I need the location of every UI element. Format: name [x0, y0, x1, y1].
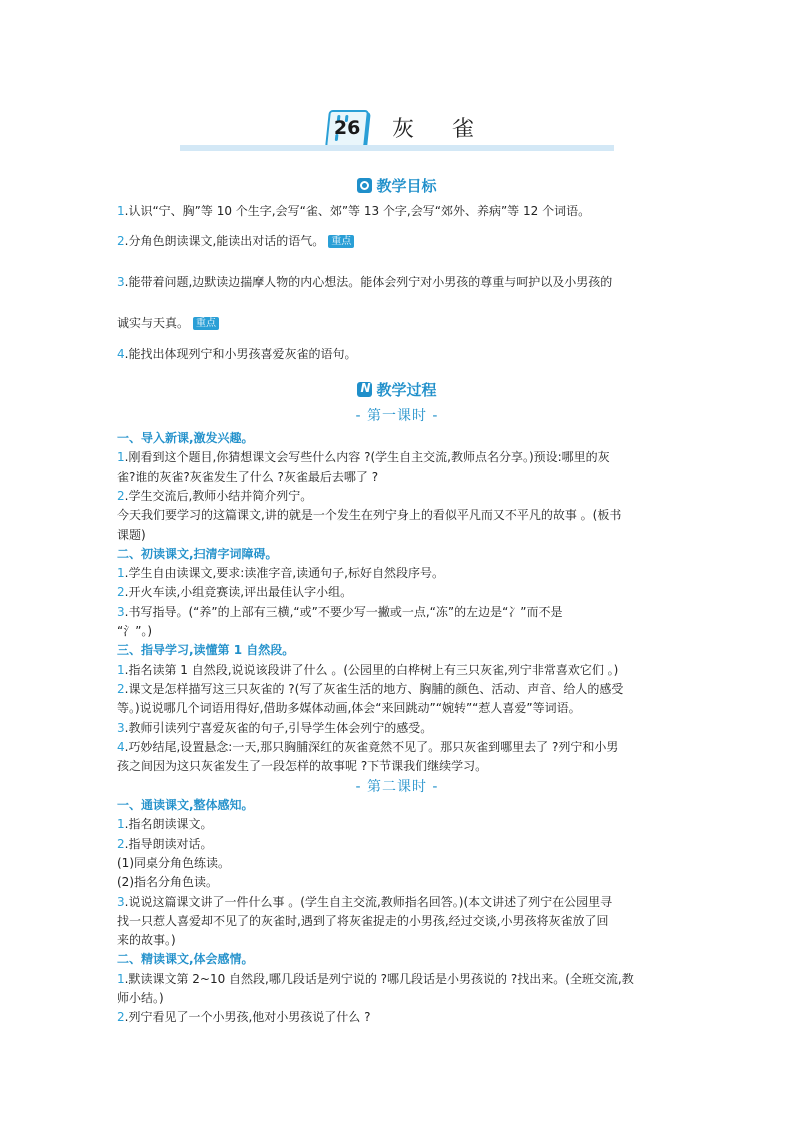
text-line: [117, 449, 610, 465]
lesson2-heading: - 第二课时 -: [355, 779, 439, 795]
line-text: 课题): [117, 527, 146, 542]
objectives-heading: 教学目标: [0, 175, 794, 196]
line-text: 二、精读课文,体会感情。: [117, 952, 254, 967]
line-text: 一、通读课文,整体感知。: [117, 798, 254, 812]
text-line: [117, 507, 621, 523]
text-line: [117, 990, 164, 1006]
text-line: [117, 488, 312, 504]
process-icon: [357, 382, 372, 397]
item-number: 2: [117, 234, 125, 248]
item-number: 1: [117, 817, 125, 832]
text-line: [117, 681, 623, 697]
item-number: 1: [117, 566, 125, 581]
section-subheading: [117, 546, 278, 562]
line-text: .指名读第 1 自然段,说说该段讲了什么 。(公园里的白桦树上有三只灰雀,列宁非常喜欢它们 。): [124, 662, 619, 677]
line-text: (1)同桌分角色练读。: [117, 855, 230, 870]
item-number: 2: [117, 488, 125, 503]
text-line: [117, 1009, 370, 1025]
section-subheading: [117, 642, 294, 658]
line-text: 三、指导学习,读懂第 1 自然段。: [117, 643, 295, 658]
item-number: 3: [117, 720, 125, 735]
lesson-number: 26: [333, 117, 361, 139]
key-point-badge: 重点: [328, 235, 354, 248]
line-text: .能找出体现列宁和小男孩喜爱灰雀的语句。: [124, 347, 357, 361]
target-icon: [357, 178, 372, 193]
item-number: 2: [117, 585, 125, 600]
lesson-number-badge: [325, 110, 369, 148]
line-text: 雀?谁的灰雀?灰雀发生了什么 ?灰雀最后去哪了 ?: [117, 469, 379, 484]
item-number: 1: [117, 450, 125, 465]
line-text: .指名朗读课文。: [124, 817, 213, 832]
item-number: 3: [117, 894, 125, 909]
item-number: 1: [117, 204, 125, 218]
item-number: 1: [117, 662, 125, 677]
item-number: 3: [117, 604, 125, 619]
line-text: 二、初读课文,扫清字词障碍。: [117, 546, 278, 561]
text-line: [117, 346, 356, 362]
line-text: .书写指导。(“养”的上部有三横,“或”不要少写一撇或一点,“冻”的左边是“冫”而不是: [124, 604, 563, 619]
line-text: 等。)说说哪几个词语用得好,借助多媒体动画,体会“来回跳动”“婉转”“惹人喜爱”等词语。: [117, 701, 581, 716]
line-text: 找一只惹人喜爱却不见了的灰雀时,遇到了将灰雀捉走的小男孩,经过交谈,小男孩将灰雀放了回: [117, 913, 609, 928]
line-text: 师小结。): [117, 991, 164, 1005]
calendar-rings-icon: [338, 107, 361, 113]
text-line: [117, 469, 378, 485]
line-text: .列宁看见了一个小男孩,他对小男孩说了什么 ?: [124, 1010, 371, 1025]
key-point-badge: 重点: [193, 317, 219, 330]
line-text: .教师引读列宁喜爱灰雀的句子,引导学生体会列宁的感受。: [124, 720, 433, 735]
line-text: .学生自由读课文,要求:读准字音,读通句子,标好自然段序号。: [124, 566, 444, 581]
text-line: [117, 623, 152, 639]
text-line: [117, 913, 608, 929]
section-subheading: [117, 430, 254, 446]
line-text: .指导朗读对话。: [124, 836, 213, 851]
line-text: .刚看到这个题目,你猜想课文会写些什么内容 ?(学生自主交流,教师点名分享。)预设:哪里的灰: [124, 450, 610, 465]
item-number: 2: [117, 1010, 125, 1025]
line-text: .课文是怎样描写这三只灰雀的 ?(写了灰雀生活的地方、胸脯的颜色、活动、声音、给人的感受: [124, 681, 624, 696]
text-line: [117, 274, 612, 290]
text-line: [117, 816, 212, 832]
page-title: 灰雀: [392, 117, 513, 142]
line-text: 来的故事。): [117, 933, 176, 948]
text-line: [117, 894, 612, 910]
text-line: [117, 315, 219, 331]
line-text: .认识“宁、胸”等 10 个生字,会写“雀、郊”等 13 个字,会写“郊外、养病”等 12 个词语。: [124, 204, 591, 218]
text-line: [117, 739, 618, 755]
text-line: [117, 203, 590, 219]
line-text: (2)指名分角色读。: [117, 875, 218, 890]
item-number: 4: [117, 739, 125, 754]
text-line: [117, 584, 352, 600]
line-text: .默读课文第 2~10 自然段,哪几段话是列宁说的 ?哪几段话是小男孩说的 ?找出来。(全班交流,教: [124, 971, 634, 986]
text-line: [117, 874, 218, 890]
process-heading: N教学过程: [0, 379, 794, 400]
line-text: .巧妙结尾,设置悬念:一天,那只胸脯深红的灰雀竟然不见了。那只灰雀到哪里去了 ?列宁和小男: [124, 739, 619, 754]
line-text: .说说这篇课文讲了一件什么事 。(学生自主交流,教师指名回答。)(本文讲述了列宁在公园里寻: [124, 894, 613, 909]
text-line: [117, 758, 487, 774]
line-text: .能带着问题,边默读边揣摩人物的内心想法。能体会列宁对小男孩的尊重与呵护以及小男孩的: [124, 275, 613, 289]
text-line: [117, 527, 146, 543]
text-line: [117, 565, 444, 581]
item-number: 1: [117, 971, 125, 986]
line-text: 一、导入新课,激发兴趣。: [117, 431, 254, 445]
line-text: “氵”。): [117, 624, 153, 638]
line-text: 诚实与天真。: [117, 316, 190, 330]
text-line: [117, 662, 618, 678]
lesson1-heading: - 第一课时 -: [355, 408, 439, 424]
item-number: 4: [117, 347, 125, 361]
line-text: 今天我们要学习的这篇课文,讲的就是一个发生在列宁身上的看似平凡而又不平凡的故事 。(板书: [117, 508, 622, 523]
item-number: 2: [117, 681, 125, 696]
line-text: .分角色朗读课文,能读出对话的语气。: [124, 234, 325, 248]
item-number: 2: [117, 836, 125, 851]
text-line: [117, 855, 230, 871]
text-line: [117, 971, 634, 987]
item-number: 3: [117, 275, 125, 289]
text-line: [117, 604, 563, 620]
section-subheading: [117, 797, 254, 813]
title-underline: [180, 145, 614, 151]
line-text: .学生交流后,教师小结并简介列宁。: [124, 488, 313, 503]
line-text: .开火车读,小组竞赛读,评出最佳认字小组。: [124, 585, 353, 600]
line-text: 孩之间因为这只灰雀发生了一段怎样的故事呢 ?下节课我们继续学习。: [117, 759, 488, 774]
text-line: [117, 233, 354, 249]
text-line: [117, 932, 176, 948]
text-line: [117, 720, 432, 736]
lesson-title: [180, 104, 614, 150]
text-line: [117, 836, 212, 852]
section-subheading: [117, 951, 254, 967]
text-line: [117, 700, 581, 716]
